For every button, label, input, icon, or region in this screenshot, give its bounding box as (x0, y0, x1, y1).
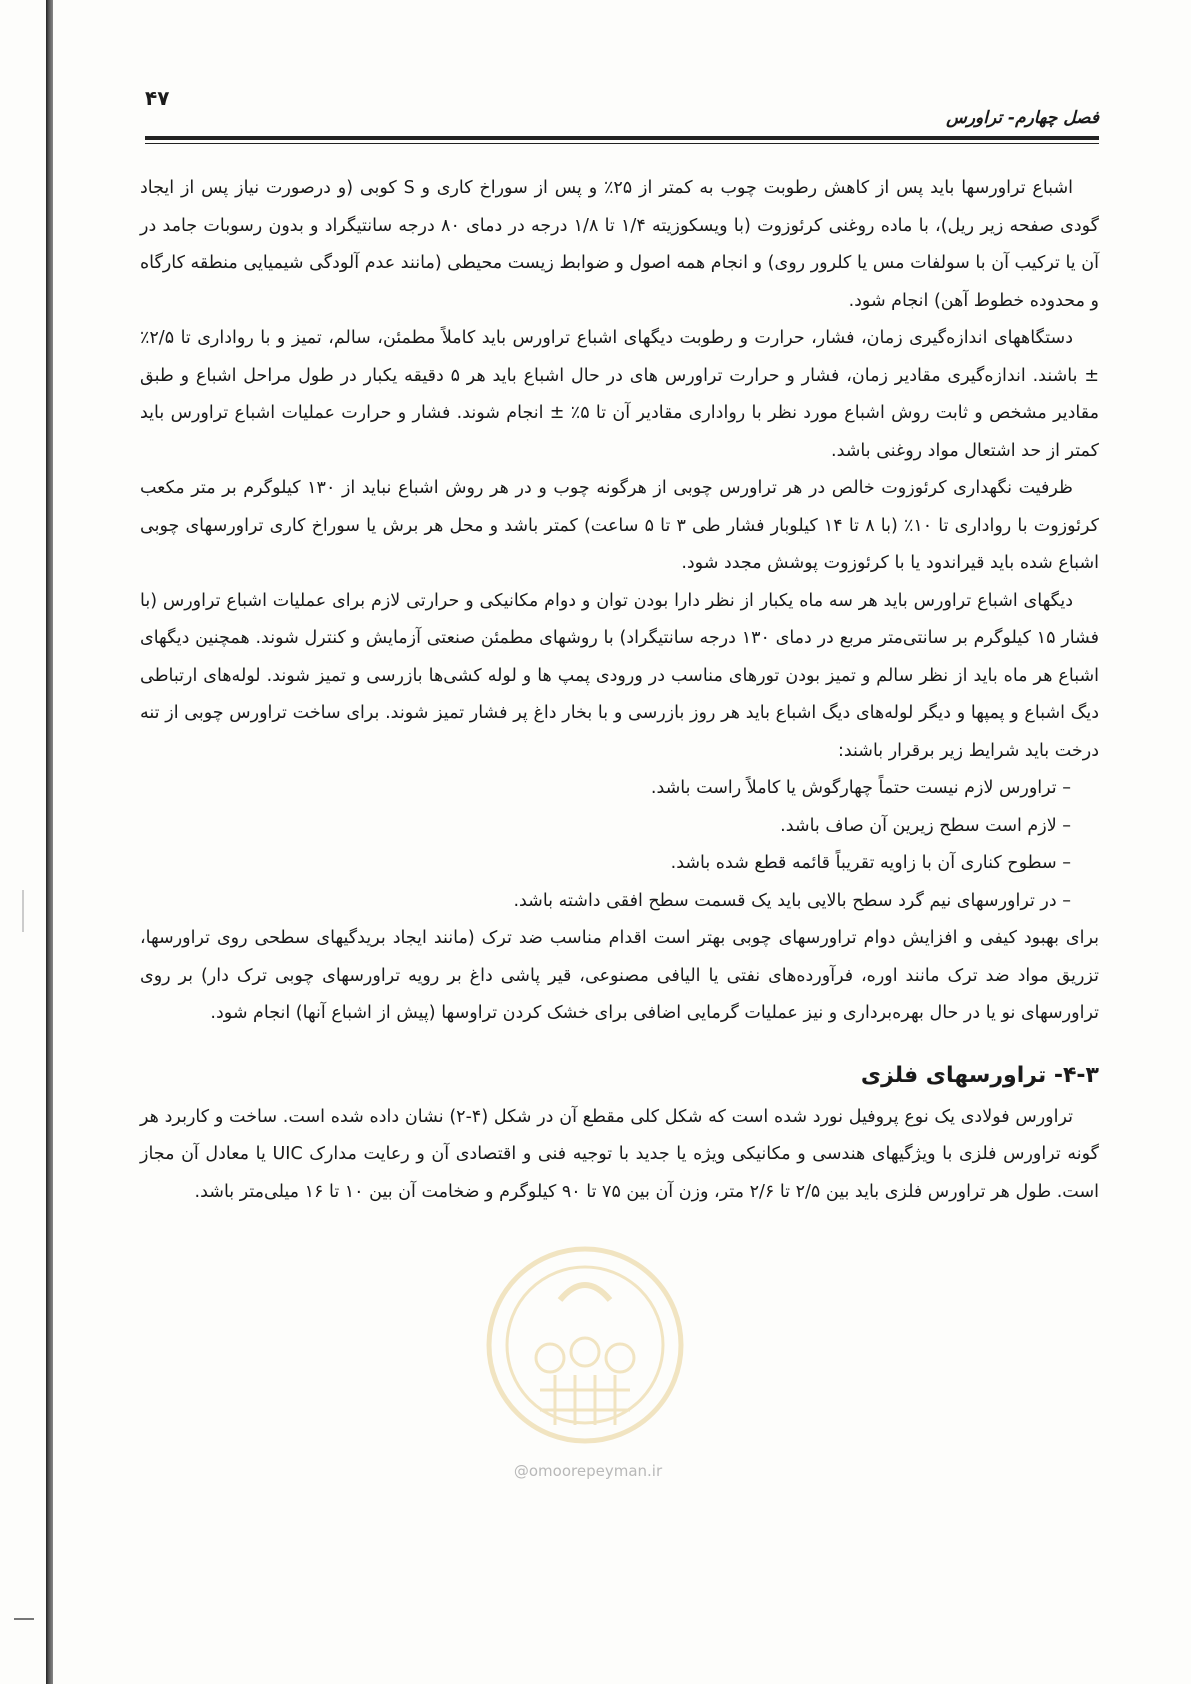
conditions-list (140, 770, 1099, 920)
paragraph-impregnation: اشباع تراورسها باید پس از کاهش رطوبت چوب به کمتر از ۲۵٪ و پس از سوراخ کاری و S کوبی (و درصورت نیاز پس از ایجاد گودی صفحه زیر ریل)، با ماده روغنی کرئوزوت (با ویسکوزیته ۱/۴ تا ۱/۸ درجه در دمای ۸۰ درجه سانتیگراد و بدون رسوبات جامد در آن یا ترکیب آن با سولفات مس یا کلرور روی) و انجام همه اصول و ضوابط زیست محیطی (مانند عدم آلودگی شیمیایی منطقه کارگاه و محدوده خطوط آهن) انجام شود. (140, 178, 1100, 311)
paragraph-boiler-inspection: دیگهای اشباع تراورس باید هر سه ماه یکبار از نظر دارا بودن توان و دوام مکانیکی و حرارتی لازم برای عملیات اشباع تراورس (با فشار ۱۵ کیلوگرم بر سانتی‌متر مربع در دمای ۱۳۰ درجه سانتیگراد) با روشهای مطمئن صنعتی آزمایش و کنترل شوند. همچنین دیگهای اشباع هر ماه باید از نظر سالم و تمیز بودن تورهای مناسب در ورودی پمپ ها و لوله کشی‌ها بازرسی و تمیز شوند. لوله‌های ارتباطی دیگ اشباع و پمپها و دیگر لوله‌های دیگ اشباع باید هر روز بازرسی و با بخار داغ پر فشار تمیز شوند. برای ساخت تراورس چوبی از تنه درخت باید شرایط زیر برقرار باشند: (140, 590, 1099, 761)
binding-tick-mark (14, 1618, 34, 1620)
page-body (140, 170, 1099, 1211)
page-number: ۴۷ (145, 86, 170, 110)
margin-mark (22, 890, 24, 932)
paragraph-creosote-retention: ظرفیت نگهداری کرئوزوت خالص در هر تراورس چوبی از هرگونه چوب و در هر روش اشباع نباید از ۱۳۰ کیلوگرم بر متر مکعب کرئوزوت با رواداری تا ۱۰٪ (با ۸ تا ۱۴ کیلوبار فشار طی ۳ تا ۵ ساعت) کمتر باشد و محل هر برش یا سوراخ کاری تراورسهای چوبی اشباع شده باید قیراندود یا با کرئوزوت پوشش مجدد شود. (140, 478, 1100, 573)
watermark-url: @omoorepeyman.ir (513, 1462, 663, 1480)
list-item: – تراورس لازم نیست حتماً چهارگوش یا کاملاً راست باشد. (140, 770, 1071, 808)
list-item: – در تراورسهای نیم گرد سطح بالایی باید یک قسمت سطح افقی داشته باشد. (140, 883, 1071, 921)
paragraph-measuring-devices: دستگاههای اندازه‌گیری زمان، فشار، حرارت و رطوبت دیگهای اشباع تراورس باید کاملاً مطمئن، سالم، تمیز و با رواداری تا ۲/۵٪ ± باشند. اندازه‌گیری مقادیر زمان، فشار و حرارت تراورس های در حال اشباع باید هر ۵ دقیقه یکبار در طول مراحل اشباع و طبق مقادیر مشخص و ثابت روش اشباع مورد نظر با رواداری مقادیر آن تا ۵٪ ± انجام شوند. فشار و حرارت عملیات اشباع تراورس باید کمتر از حد اشتعال مواد روغنی باشد. (140, 328, 1099, 461)
header-rule-thin (145, 143, 1099, 144)
header-rule-thick (145, 136, 1099, 140)
paragraph-steel-sleeper: تراورس فولادی یک نوع پروفیل نورد شده است که شکل کلی مقطع آن در شکل (۴-۲) نشان داده شده است. ساخت و کاربرد هر گونه تراورس فلزی با ویژگیهای هندسی و مکانیکی ویژه یا جدید با توجیه فنی و اقتصادی آن و رعایت مدارک UIC یا معادل آن مجاز است. طول هر تراورس فلزی باید بین ۲/۵ تا ۲/۶ متر، وزن آن بین ۷۵ تا ۹۰ کیلوگرم و ضخامت آن بین ۱۰ تا ۱۶ میلی‌متر باشد. (140, 1106, 1099, 1202)
chapter-title: فصل چهارم- تراورس (946, 108, 1099, 128)
list-item: – سطوح کناری آن با زاویه تقریباً قائمه قطع شده باشد. (140, 845, 1071, 883)
section-heading-metal-sleepers: ۴-۳- تراورسهای فلزی (860, 1062, 1099, 1088)
page-binding-edge (46, 0, 53, 1684)
list-item: – لازم است سطح زیرین آن صاف باشد. (140, 808, 1071, 846)
paragraph-anti-crack: برای بهبود کیفی و افزایش دوام تراورسهای چوبی بهتر است اقدام مناسب ضد ترک (مانند ایجاد بریدگیهای سطحی روی تراورسها، تزریق مواد ضد ترک مانند اوره، فرآورده‌های نفتی یا الیافی مصنوعی، قیر پاشی داغ بر رویه تراورسهای چوبی ترک دار) بر روی تراورسهای نو یا در حال بهره‌برداری و نیز عملیات گرمایی اضافی برای خشک کردن تراوسها (پیش از اشباع آنها) انجام شود. (140, 928, 1099, 1023)
seal-watermark-icon (480, 1240, 690, 1450)
